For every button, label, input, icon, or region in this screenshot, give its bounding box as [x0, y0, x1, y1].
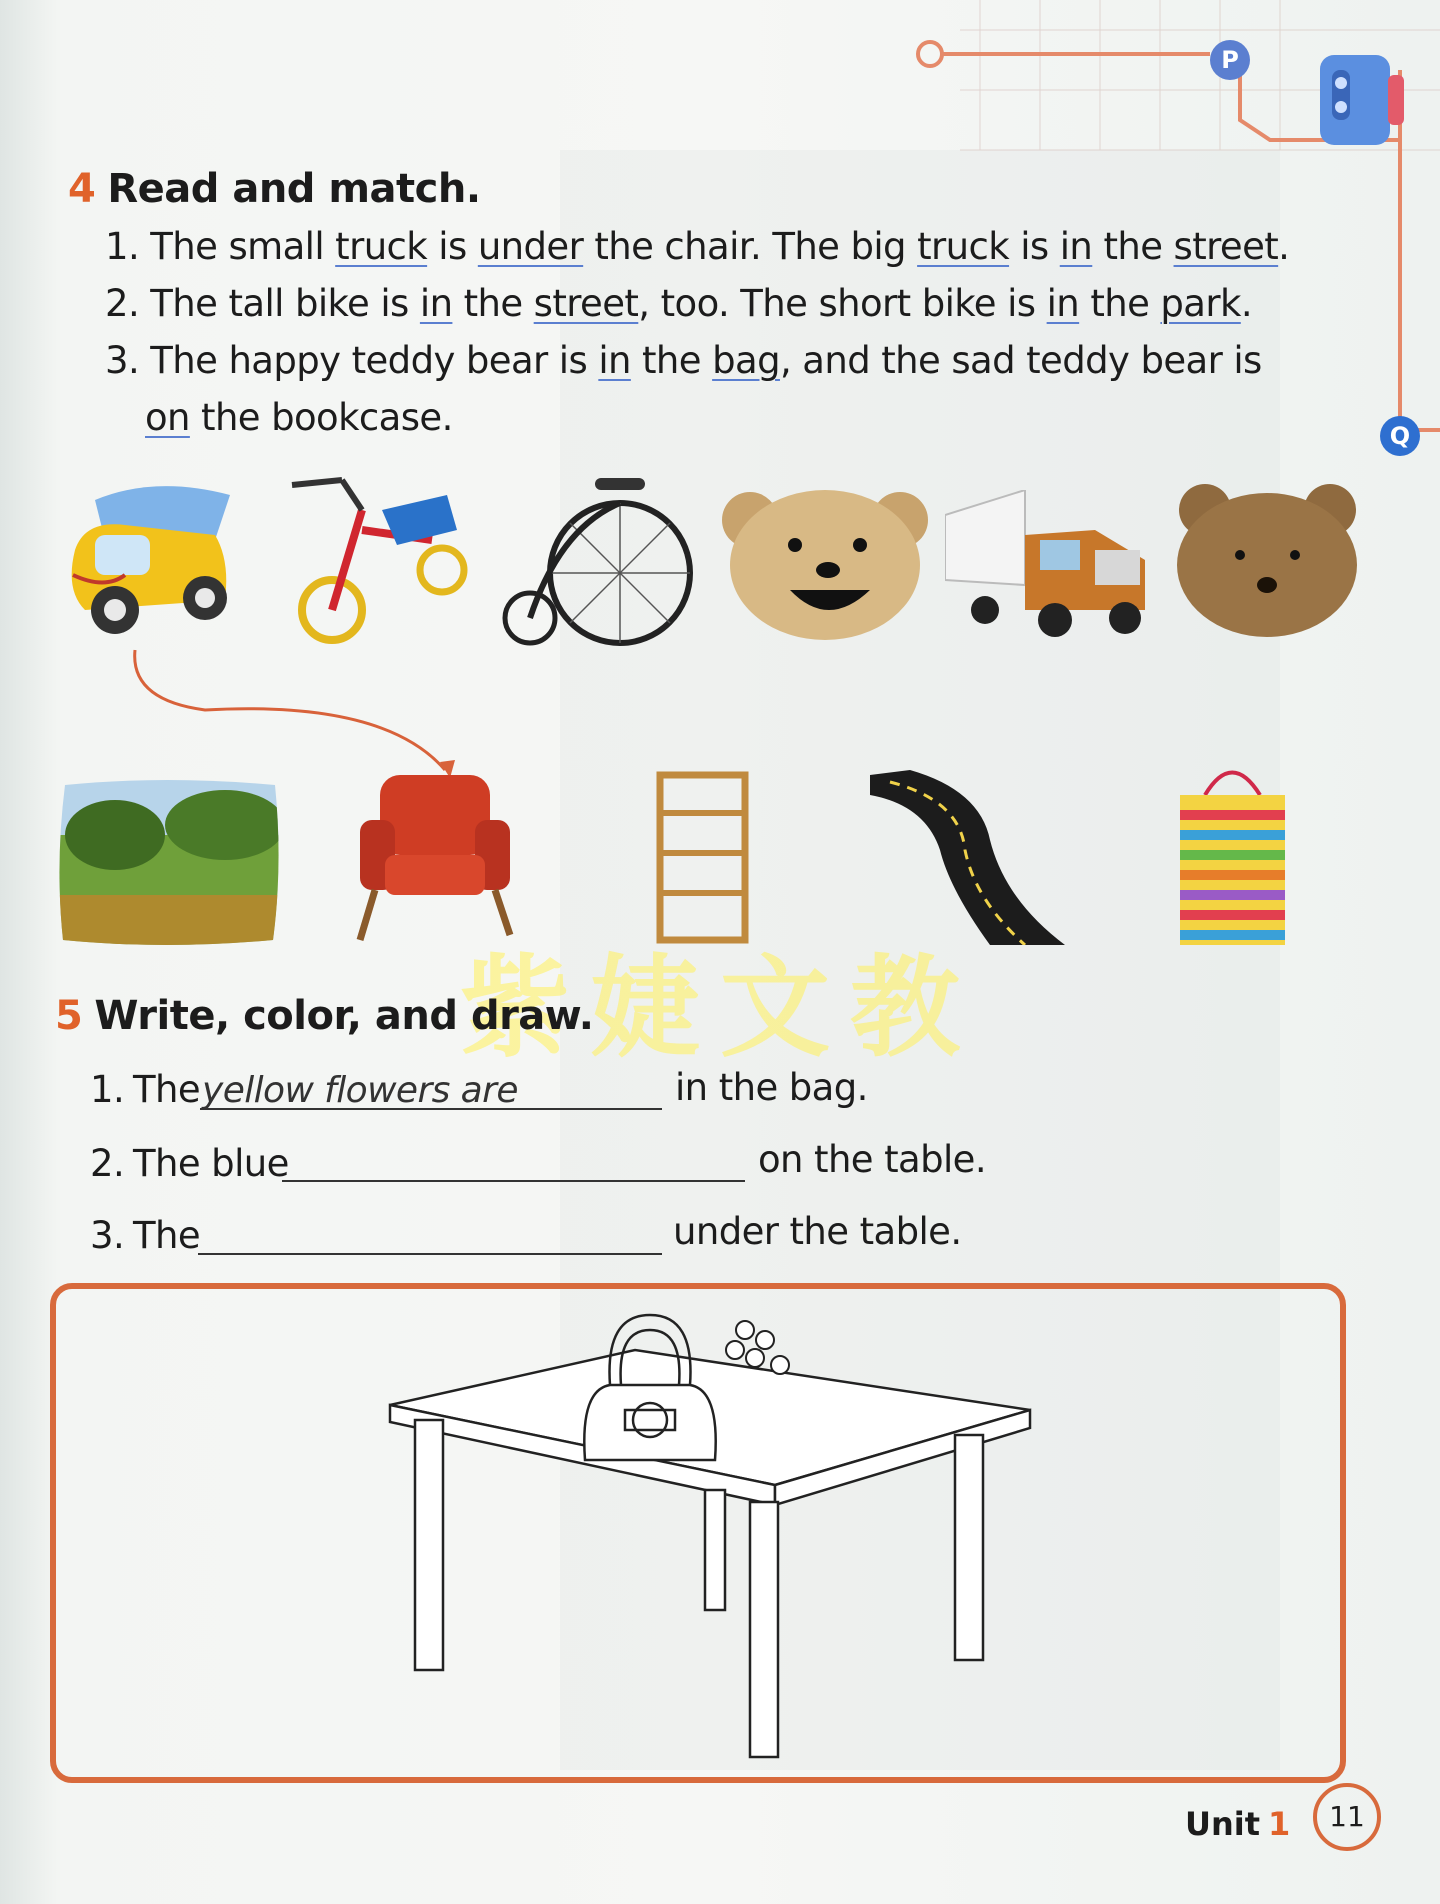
sad-teddy-bear-picture[interactable]: [1175, 470, 1360, 640]
underlined-word: in: [1059, 225, 1093, 268]
sentence-text: the bookcase.: [189, 396, 453, 439]
sentence-text: the chair. The big: [583, 225, 918, 268]
robot-icon: [1310, 45, 1410, 155]
exercise-5-heading: Write, color, and draw.: [94, 993, 594, 1039]
item-1-number: 1.: [90, 1068, 125, 1111]
item-2-suffix: on the table.: [758, 1138, 987, 1181]
underlined-word: park: [1160, 282, 1241, 325]
exercise-5-number: 5: [55, 993, 83, 1039]
handbag-icon: [584, 1315, 715, 1460]
sentence-text: .: [1240, 282, 1252, 325]
exercise-4-title: [68, 166, 481, 212]
small-truck-picture[interactable]: [65, 480, 235, 640]
tricycle-picture[interactable]: [272, 470, 472, 650]
sentence-text: The happy teddy bear is: [150, 339, 599, 382]
item-1-answer-line[interactable]: [200, 1108, 662, 1110]
sentence-text: is: [1009, 225, 1060, 268]
unit-text: Unit: [1185, 1805, 1261, 1843]
item-1-answer: yellow flowers are: [202, 1070, 518, 1111]
sentence-text: The tall bike is: [150, 282, 420, 325]
item-3-number: 3.: [90, 1214, 125, 1257]
table-drawing: [385, 1310, 1035, 1770]
item-3-prefix: The: [133, 1214, 201, 1257]
sentence-text: the: [1092, 225, 1174, 268]
exercise-5-title: [55, 993, 593, 1039]
bag-picture[interactable]: [1175, 755, 1290, 950]
item-3-answer-line[interactable]: [198, 1253, 662, 1255]
big-truck-picture[interactable]: [945, 490, 1150, 640]
badge-q-icon: [1380, 416, 1420, 456]
park-picture[interactable]: [55, 775, 280, 950]
underlined-word: in: [419, 282, 453, 325]
sentence-text: is: [427, 225, 478, 268]
badge-q-label: Q: [1389, 422, 1411, 450]
underlined-word: street: [533, 282, 639, 325]
sentence-number: 3.: [105, 339, 140, 382]
sentence-text: , and the sad teddy bear is: [779, 339, 1262, 382]
sentence-3: [105, 339, 1262, 382]
tall-bike-picture[interactable]: [500, 468, 695, 648]
underlined-word: on: [145, 396, 190, 439]
match-line: [125, 640, 455, 780]
sentence-text: the: [452, 282, 534, 325]
sentence-3-continued: [145, 396, 453, 439]
sentence-text: the: [1079, 282, 1161, 325]
underlined-word: under: [477, 225, 584, 268]
item-2-answer-line[interactable]: [282, 1180, 745, 1182]
sentence-text: The small: [150, 225, 336, 268]
watermark-text: 紫婕文教: [460, 944, 980, 1072]
chair-picture[interactable]: [355, 770, 515, 945]
sentence-number: 1.: [105, 225, 140, 268]
item-1-prefix: The: [133, 1068, 201, 1111]
unit-number: 1: [1268, 1805, 1291, 1843]
underlined-word: in: [1046, 282, 1080, 325]
sentence-number: 2.: [105, 282, 140, 325]
sentence-2: [105, 282, 1252, 325]
badge-p-icon: [1210, 40, 1250, 80]
sentence-1: [105, 225, 1289, 268]
exercise-4-number: 4: [68, 166, 96, 212]
page-number: 11: [1313, 1783, 1381, 1851]
badge-p-label: P: [1221, 46, 1239, 74]
bookcase-picture[interactable]: [655, 765, 750, 945]
underlined-word: truck: [335, 225, 428, 268]
item-2-number: 2.: [90, 1142, 125, 1185]
street-picture[interactable]: [870, 770, 1065, 945]
underlined-word: in: [598, 339, 631, 382]
underlined-word: street: [1173, 225, 1279, 268]
underlined-word: truck: [917, 225, 1010, 268]
exercise-4-heading: Read and match.: [107, 166, 481, 212]
unit-label: [1185, 1805, 1290, 1843]
underlined-word: bag: [712, 339, 780, 382]
sentence-text: .: [1278, 225, 1290, 268]
sentence-text: , too. The short bike is: [638, 282, 1047, 325]
happy-teddy-bear-picture[interactable]: [720, 470, 930, 640]
item-3-suffix: under the table.: [673, 1210, 962, 1253]
sentence-text: the: [630, 339, 713, 382]
item-2-prefix: The blue: [133, 1142, 289, 1185]
item-1-suffix: in the bag.: [675, 1066, 868, 1109]
